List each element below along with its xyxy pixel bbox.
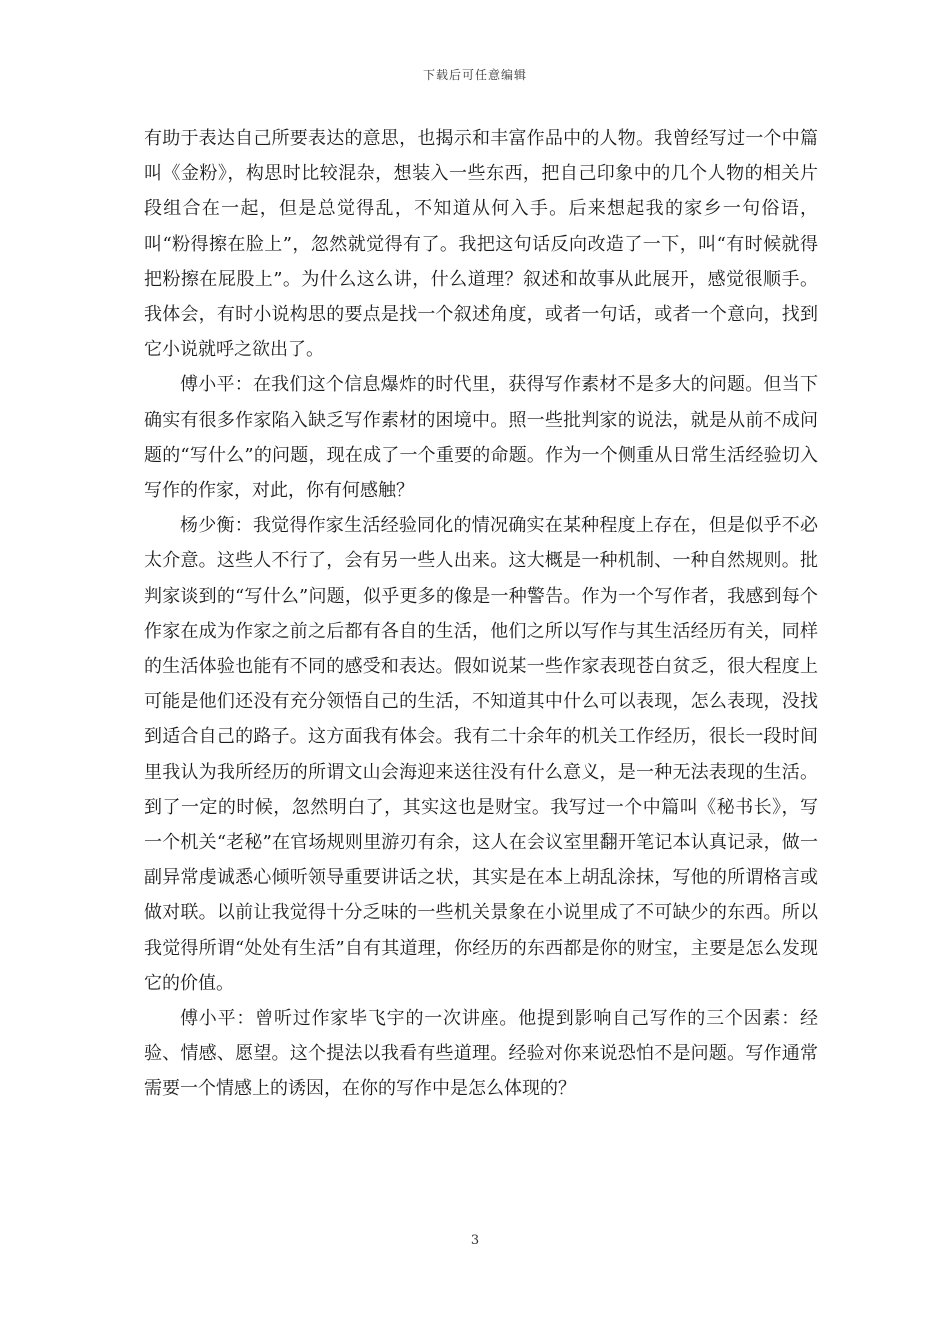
paragraph-answer-1: 杨少衡：我觉得作家生活经验同化的情况确实在某种程度上存在，但是似乎不必太介意。这些人不行了，会有另一些人出来。这大概是一种机制、一种自然规则。批判家谈到的“写什么”问题，似乎更多的像是一种警告。作为一个写作者，我感到每个作家在成为作家之前之后都有各自的生活，他们之所以写作与其生活经历有关，同样的生活体验也能有不同的感受和表达。假如说某一些作家表现苍白贫乏，很大程度上可能是他们还没有充分领悟自己的生活，不知道其中什么可以表现，怎么表现，没找到适合自己的路子。这方面我有体会。我有二十余年的机关工作经历，很长一段时间里我认为我所经历的所谓文山会海迎来送往没有什么意义，是一种无法表现的生活。到了一定的时候，忽然明白了，其实这也是财宝。我写过一个中篇叫《秘书长》，写一个机关“老秘”在官场规则里游刃有余，这人在会议室里翻开笔记本认真记录，做一副异常虔诚悉心倾听领导重要讲话之状，其实是在本上胡乱涂抹，写他的所谓格言或做对联。以前让我觉得十分乏味的一些机关景象在小说里成了不可缺少的东西。所以我觉得所谓“处处有生活”自有其道理，你经历的东西都是你的财宝，主要是怎么发现它的价值。: [144, 515, 818, 994]
page-header: 下载后可任意编辑: [422, 68, 527, 82]
paragraph-question-2: 傅小平：曾听过作家毕飞宇的一次讲座。他提到影响自己写作的三个因素：经验、情感、愿望。这个提法以我看有些道理。经验对你来说恐怕不是问题。写作通常需要一个情感上的诱因，在你的写作中是怎么体现的？: [144, 1008, 818, 1100]
body-text: [144, 121, 818, 1107]
page-number: 3: [470, 1233, 480, 1248]
paragraph-continued: 有助于表达自己所要表达的意思，也揭示和丰富作品中的人物。我曾经写过一个中篇叫《金粉》，构思时比较混杂，想装入一些东西，把自己印象中的几个人物的相关片段组合在一起，但是总觉得乱，不知道从何入手。后来想起我的家乡一句俗语，叫“粉得擦在脸上”，忽然就觉得有了。我把这句话反向改造了一下，叫“有时候就得把粉擦在屁股上”。为什么这么讲，什么道理？叙述和故事从此展开，感觉很顺手。我体会，有时小说构思的要点是找一个叙述角度，或者一句话，或者一个意向，找到它小说就呼之欲出了。: [144, 128, 818, 361]
paragraph-question-1: 傅小平：在我们这个信息爆炸的时代里，获得写作素材不是多大的问题。但当下确实有很多作家陷入缺乏写作素材的困境中。照一些批判家的说法，就是从前不成问题的“写什么”的问题，现在成了一个重要的命题。作为一个侧重从日常生活经验切入写作的作家，对此，你有何感触？: [144, 374, 818, 502]
